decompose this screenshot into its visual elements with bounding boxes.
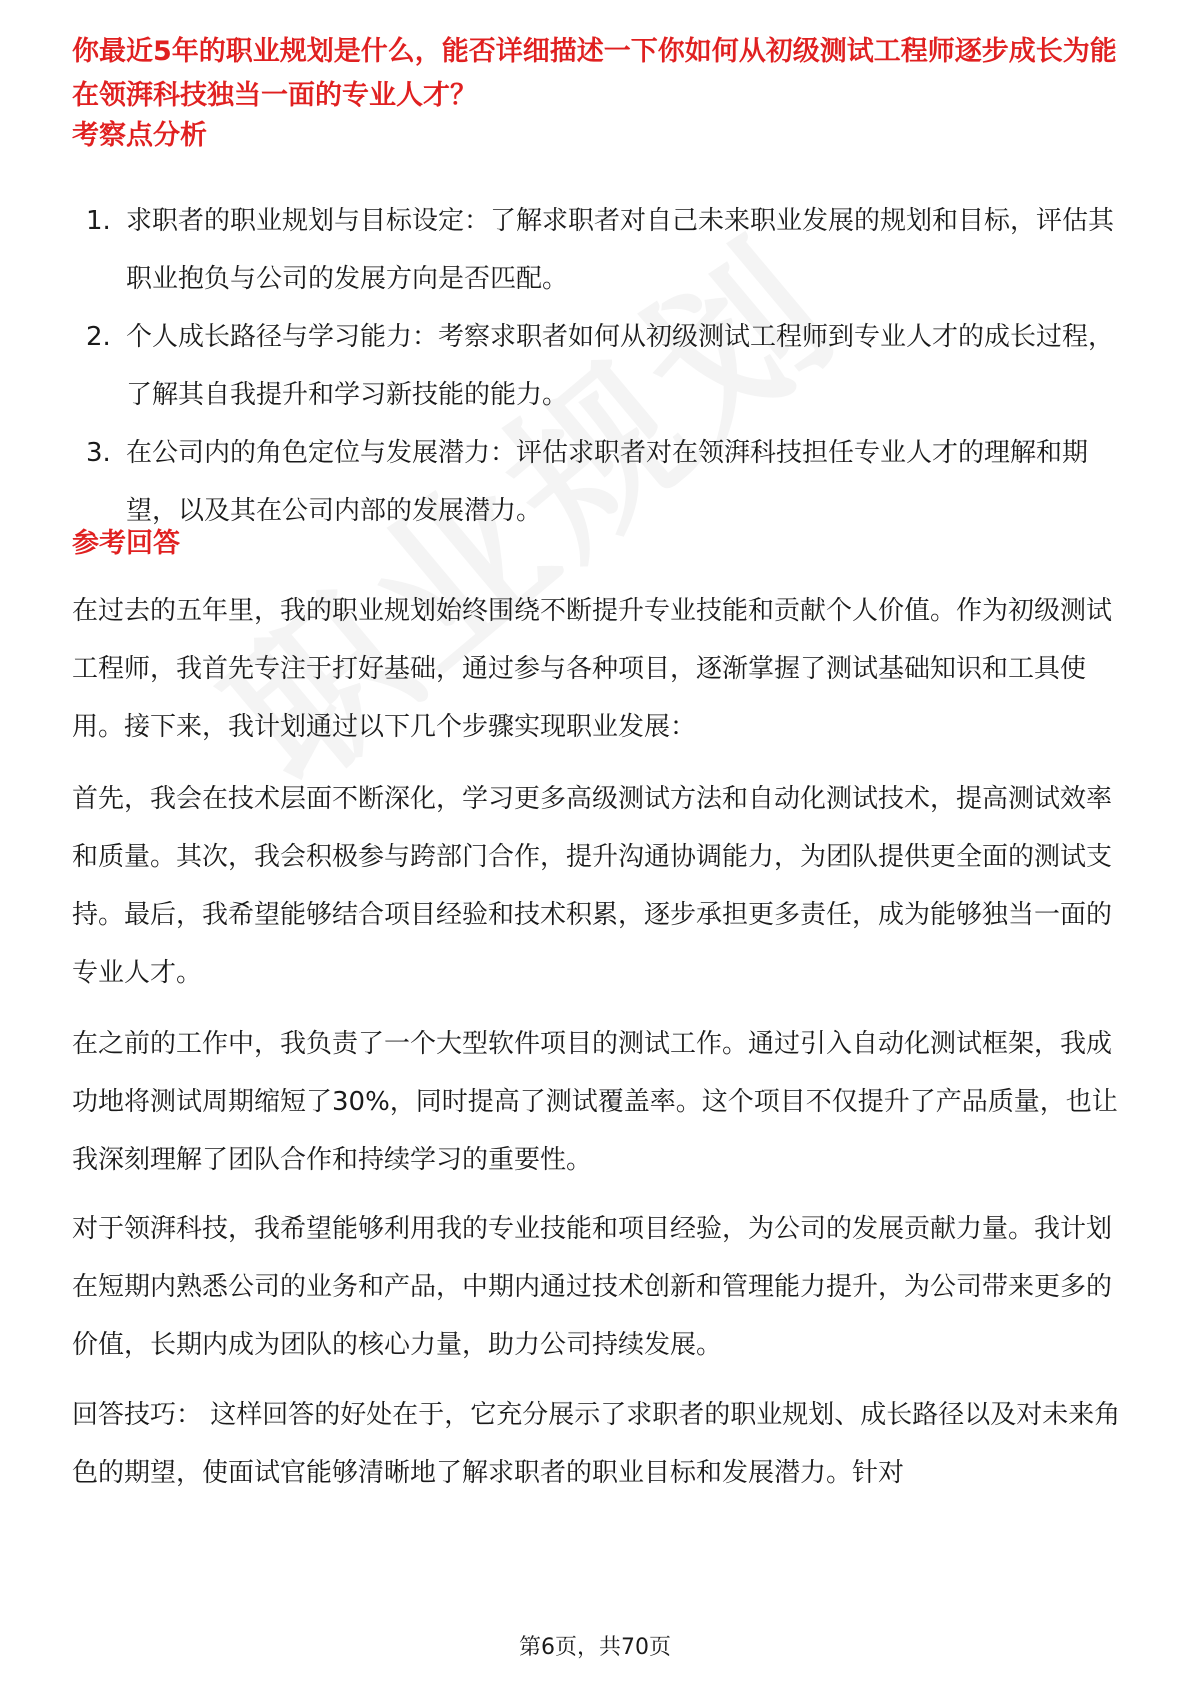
list-item-text: 在公司内的角色定位与发展潜力：评估求职者对在领湃科技担任专业人才的理解和期望，以及其在公司内部的发展潜力。 [126,438,1089,526]
list-item-number: 1. [86,206,111,236]
analysis-list [72,192,1122,540]
list-item-text: 求职者的职业规划与目标设定：了解求职者对自己未来职业发展的规划和目标，评估其职业抱负与公司的发展方向是否匹配。 [126,206,1115,294]
list-item [72,424,1122,540]
page-number: 第6页，共70页 [519,1635,671,1660]
answer-paragraph: 对于领湃科技，我希望能够利用我的专业技能和项目经验，为公司的发展贡献力量。我计划在短期内熟悉公司的业务和产品，中期内通过技术创新和管理能力提升，为公司带来更多的价值，长期内成为团队的核心力量，助力公司持续发展。 [72,1214,1113,1360]
question-heading: 你最近5年的职业规划是什么，能否详细描述一下你如何从初级测试工程师逐步成长为能在领湃科技独当一面的专业人才？ [72,36,1117,111]
analysis-title: 考察点分析 [72,120,207,151]
answer-title: 参考回答 [72,528,180,559]
answer-paragraph: 首先，我会在技术层面不断深化，学习更多高级测试方法和自动化测试技术，提高测试效率和质量。其次，我会积极参与跨部门合作，提升沟通协调能力，为团队提供更全面的测试支持。最后，我希望能够结合项目经验和技术积累，逐步承担更多责任，成为能够独当一面的专业人才。 [72,784,1113,988]
answer-tips-paragraph: 回答技巧： 这样回答的好处在于，它充分展示了求职者的职业规划、成长路径以及对未来角色的期望，使面试官能够清晰地了解求职者的职业目标和发展潜力。针对 [72,1400,1121,1488]
list-item [72,192,1122,308]
answer-paragraph: 在之前的工作中，我负责了一个大型软件项目的测试工作。通过引入自动化测试框架，我成功地将测试周期缩短了30%，同时提高了测试覆盖率。这个项目不仅提升了产品质量，也让我深刻理解了团队合作和持续学习的重要性。 [72,1029,1118,1175]
list-item-number: 3. [86,438,111,468]
list-item [72,308,1122,424]
list-item-number: 2. [86,322,111,352]
list-item-text: 个人成长路径与学习能力：考察求职者如何从初级测试工程师到专业人才的成长过程，了解其自我提升和学习新技能的能力。 [126,322,1115,410]
answer-paragraph: 在过去的五年里，我的职业规划始终围绕不断提升专业技能和贡献个人价值。作为初级测试工程师，我首先专注于打好基础，通过参与各种项目，逐渐掌握了测试基础知识和工具使用。接下来，我计划通过以下几个步骤实现职业发展： [72,596,1113,742]
